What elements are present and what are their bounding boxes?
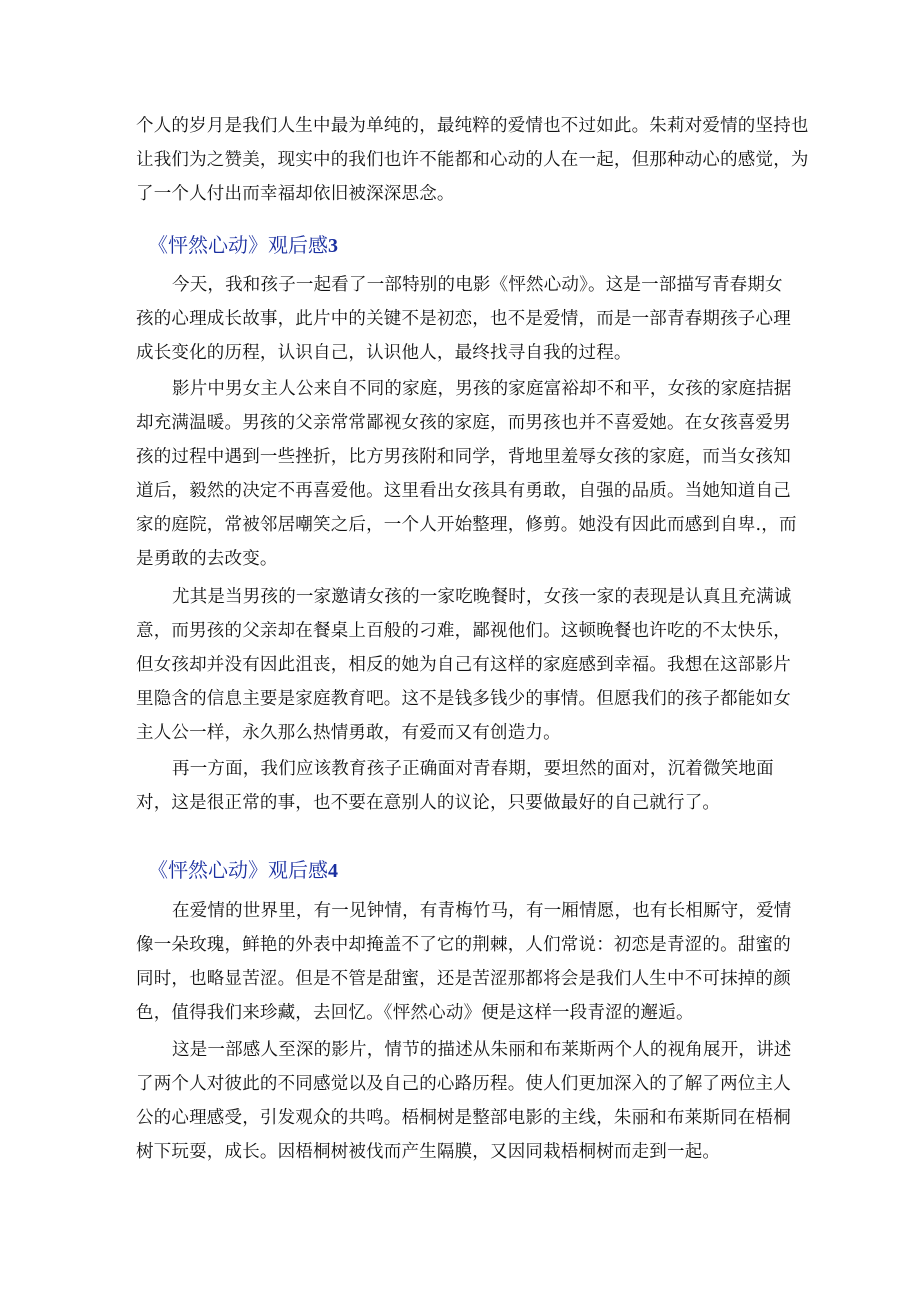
text-line: 个人的岁月是我们人生中最为单纯的，最纯粹的爱情也不过如此。朱莉对爱情的坚持也 [136,116,809,136]
paragraph [136,752,786,820]
paragraph [136,580,792,750]
text-line: 孩的心理成长故事，此片中的关键不是初恋，也不是爱情，而是一部青春期孩子心理 [136,309,791,329]
text-line: 成长变化的历程，认识自己，认识他人，最终找寻自我的过程。 [136,343,632,363]
paragraph [136,372,797,576]
text-line: 里隐含的信息主要是家庭教育吧。这不是钱多钱少的事情。但愿我们的孩子都能如女 [136,689,791,709]
text-line: 道后，毅然的决定不再喜爱他。这里看出女孩具有勇敢，自强的品质。当她知道自己 [136,481,791,501]
text-line: 同时，也略显苦涩。但是不管是甜蜜，还是苦涩那都将会是我们人生中不可抹掉的颜 [136,969,791,989]
text-line: 孩的过程中遇到一些挫折，比方男孩附和同学，背地里羞辱女孩的家庭，而当女孩知 [136,447,791,467]
section-heading-4 [148,855,338,886]
text-line: 了两个人对彼此的不同感觉以及自己的心路历程。使人们更加深入的了解了两位主人 [136,1074,791,1094]
intro-paragraph [136,109,809,211]
paragraph [136,1033,792,1169]
text-line: 树下玩耍，成长。因梧桐树被伐而产生隔膜，又因同栽梧桐树而走到一起。 [136,1142,721,1162]
heading-text: 《怦然心动》观后感 [148,233,328,257]
text-line: 这是一部感人至深的影片，情节的描述从朱丽和布莱斯两个人的视角展开，讲述 [172,1040,792,1060]
text-line: 对，这是很正常的事，也不要在意别人的议论，只要做最好的自己就行了。 [136,793,721,813]
text-line: 家的庭院，常被邻居嘲笑之后，一个人开始整理，修剪。她没有因此而感到自卑.，而 [136,515,797,535]
section-heading-3 [148,230,338,261]
text-line: 影片中男女主人公来自不同的家庭，男孩的家庭富裕却不和平，女孩的家庭拮据 [172,379,792,399]
text-line: 让我们为之赞美，现实中的我们也许不能都和心动的人在一起，但那种动心的感觉，为 [136,150,809,170]
text-line: 主人公一样，永久那么热情勇敢，有爱而又有创造力。 [136,723,561,743]
text-line: 像一朵玫瑰，鲜艳的外表中却掩盖不了它的荆棘，人们常说：初恋是青涩的。甜蜜的 [136,935,791,955]
text-line: 是勇敢的去改变。 [136,549,278,569]
text-line: 却充满温暖。男孩的父亲常常鄙视女孩的家庭，而男孩也并不喜爱她。在女孩喜爱男 [136,413,791,433]
text-line: 再一方面，我们应该教育孩子正确面对青春期，要坦然的面对，沉着微笑地面 [172,759,774,779]
heading-number: 4 [328,860,338,882]
text-line: 公的心理感受，引发观众的共鸣。梧桐树是整部电影的主线，朱丽和布莱斯同在梧桐 [136,1108,791,1128]
heading-text: 《怦然心动》观后感 [148,858,328,882]
text-line: 了一个人付出而幸福却依旧被深深思念。 [136,184,455,204]
text-line: 在爱情的世界里，有一见钟情，有青梅竹马，有一厢情愿，也有长相厮守，爱情 [172,901,792,921]
text-line: 色，值得我们来珍藏，去回忆。《怦然心动》便是这样一段青涩的邂逅。 [136,1003,694,1023]
text-line: 但女孩却并没有因此沮丧，相反的她为自己有这样的家庭感到幸福。我想在这部影片 [136,655,791,675]
heading-number: 3 [328,235,338,257]
paragraph [136,268,791,370]
text-line: 意，而男孩的父亲却在餐桌上百般的刁难，鄙视他们。这顿晚餐也许吃的不太快乐， [136,621,791,641]
text-line: 今天，我和孩子一起看了一部特别的电影《怦然心动》。这是一部描写青春期女 [172,275,783,295]
text-line: 尤其是当男孩的一家邀请女孩的一家吃晚餐时，女孩一家的表现是认真且充满诚 [172,587,792,607]
paragraph [136,894,792,1030]
